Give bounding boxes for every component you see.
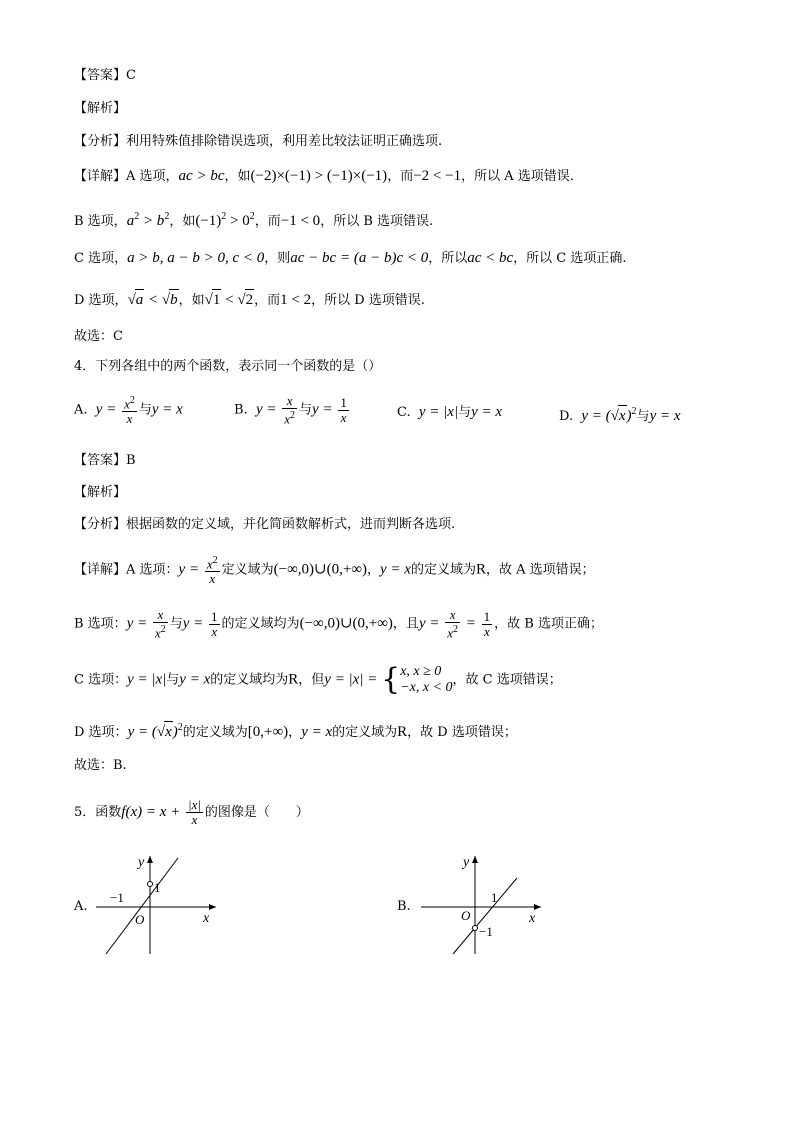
yu-text: 与 <box>299 402 313 418</box>
yu-text: 与 <box>458 405 472 420</box>
question-4-stem: 4．下列各组中的两个函数，表示同一个函数的是（） <box>74 359 382 374</box>
case-1: x, x ≥ 0 <box>400 664 442 679</box>
real-set: R <box>397 724 408 740</box>
option-prefix: B 选项： <box>74 616 127 632</box>
yu-text: 与 <box>169 616 183 632</box>
answer-line-1 <box>74 66 136 86</box>
detail-line-d <box>74 289 425 311</box>
inequality-math: −2 < −1 <box>413 168 462 184</box>
choice-line-2: 故选：B. <box>74 758 127 773</box>
analysis-label: 解析 <box>87 101 114 116</box>
conclusion-math: ac < bc <box>467 250 514 266</box>
option-prefix: D 选项： <box>74 725 128 740</box>
domain-math: (−∞,0)∪(0,+∞) <box>273 561 367 578</box>
detail-line-b <box>74 207 433 232</box>
text-fragment: 的定义域均为 <box>221 616 300 632</box>
text-fragment: 的定义域为 <box>332 725 398 740</box>
axis-y-label: y <box>463 855 470 870</box>
option-key: B. <box>234 402 248 418</box>
option-d[interactable]: D. $y = (√x)^2$与y = x <box>559 406 681 424</box>
condition-math: √a < √b <box>128 292 179 308</box>
root-label: −1 <box>110 890 124 905</box>
text-fragment: ，而 <box>387 169 414 184</box>
intercept-label: 1 <box>154 880 161 895</box>
text-fragment: ，如 <box>224 169 251 184</box>
domain-math: (−∞,0)∪(0,+∞) <box>299 615 393 632</box>
example-math: $(-1)^2 > 0^2$ <box>195 211 255 229</box>
detail2-line-d: D 选项：$y = (√x)^2$的定义域为[0,+∞)，y = x的定义域为R，故 D 选项错误； <box>74 722 517 740</box>
option-key: C. <box>397 405 411 420</box>
root-label: 1 <box>491 890 498 905</box>
question-4-options <box>74 394 724 434</box>
option-prefix: A 选项， <box>126 169 179 184</box>
option-prefix: C 选项： <box>74 672 128 688</box>
text-fragment: ，所以 D 选项错误. <box>311 293 425 308</box>
axis-x-label: x <box>203 911 210 926</box>
inequality-math: 1 < 2 <box>280 292 312 308</box>
case-2: −x, x < 0 <box>400 680 453 695</box>
text-fragment: ，且 <box>392 616 419 632</box>
text-fragment: ，所以 B 选项错误. <box>320 214 434 229</box>
answer-value: B <box>126 453 136 468</box>
option-prefix: D 选项， <box>74 293 128 308</box>
question-5-stem: 5．函数f(x) = x + $\frac{|x|}{x}$ 的图像是（ ） <box>74 797 309 827</box>
detail-label: 【详解】 <box>74 169 127 184</box>
answer-value: C <box>126 68 136 83</box>
domain-math: [0,+∞) <box>247 724 289 740</box>
answer-line-2 <box>74 451 136 471</box>
option-key: D. <box>559 409 574 424</box>
detail2-line-b: B 选项：y = $\frac{x}{x^2}$ 与y = $\frac{1}{x}$ 的定义域均为(−∞,0)∪(0,+∞)，且y = $\frac{x}{x^2}$ = $\frac{1}{x}$ ，故 B 选项正确； <box>74 607 603 641</box>
stem-text: 的图像是（ ） <box>204 805 309 820</box>
real-set: R <box>288 671 299 688</box>
inequality-math: −1 < 0 <box>280 213 321 229</box>
text-fragment: ，而 <box>254 293 281 308</box>
text-fragment: ，故 B 选项正确； <box>494 616 603 632</box>
origin-label: O <box>135 912 145 927</box>
origin-label: O <box>461 908 471 923</box>
graph-a[interactable] <box>88 850 228 960</box>
option-a[interactable]: A. y = $\frac{x^2}{x}$ 与y = x <box>74 395 183 427</box>
text-fragment: ，但 <box>298 672 325 688</box>
choice-line-1: 故选：C <box>74 329 123 344</box>
example-math: (−2)×(−1) > (−1)×(−1) <box>250 168 388 184</box>
text-fragment: ，则 <box>264 251 291 266</box>
option-key: A. <box>74 402 88 418</box>
answer-label: 【答案】 <box>74 68 127 83</box>
text-fragment: ，如 <box>169 214 196 229</box>
fenxi-text: 根据函数的定义域，并化简函数解析式，进而判断各选项. <box>126 517 456 532</box>
fenxi-label: 【分析】 <box>74 517 127 532</box>
intercept-label: −1 <box>479 924 493 939</box>
text-fragment: ，所以 <box>428 251 468 266</box>
detail-label: 【详解】 <box>74 562 127 578</box>
condition-math: $a^2 > b^2$ <box>126 211 170 229</box>
analysis-label: 解析 <box>87 485 114 500</box>
yu-text: 与 <box>138 402 152 418</box>
detail-line-c <box>74 248 627 269</box>
fenxi-label: 【分析】 <box>74 134 127 149</box>
fenxi-line-2 <box>74 515 455 535</box>
detail2-line-c: C 选项：y = |x|与y = x的定义域均为R，但y = |x| = { x, x ≥ 0 −x, x < 0 ，故 C 选项错误； <box>74 662 562 697</box>
axis-x-label: x <box>529 911 536 926</box>
text-fragment: 定义域为 <box>221 562 274 578</box>
yu-text: 与 <box>636 409 650 424</box>
text-fragment: ，如 <box>178 293 205 308</box>
condition-math: ac > bc <box>178 168 225 184</box>
fenxi-text: 利用特殊值排除错误选项，利用差比较法证明正确选项. <box>126 134 443 149</box>
stem-text: 5．函数 <box>74 805 122 820</box>
option-prefix: C 选项， <box>74 251 128 266</box>
yu-text: 与 <box>166 672 180 688</box>
condition-math: a > b, a − b > 0, c < 0 <box>127 250 265 266</box>
graph-b-key[interactable]: B. <box>397 899 411 914</box>
fenxi-line-1 <box>74 132 442 152</box>
analysis-heading-2: 【解析】 <box>74 485 127 500</box>
expression-math: ac − bc = (a − b)c < 0 <box>290 250 429 266</box>
analysis-heading-1: 【解析】 <box>74 101 127 116</box>
axis-y-label: y <box>138 855 145 870</box>
text-fragment: ，故 D 选项错误； <box>407 725 517 740</box>
text-fragment: 的定义域为 <box>182 725 248 740</box>
real-set: R <box>475 561 486 578</box>
detail2-line-a: 【详解】A 选项：y = $\frac{x^2}{x}$ 定义域为(−∞,0)∪(0,+∞)，y = x的定义域为R，故 A 选项错误； <box>74 555 595 587</box>
option-b[interactable]: B. y = $\frac{x}{x^2}$ 与y = $\frac{1}{x}$ <box>234 393 347 427</box>
option-prefix: B 选项， <box>74 214 127 229</box>
detail-line-a <box>74 166 574 187</box>
option-prefix: A 选项： <box>126 562 179 578</box>
text-fragment: 的定义域为 <box>410 562 476 578</box>
text-fragment: ，而 <box>254 214 281 229</box>
text-fragment: ，故 A 选项错误； <box>485 562 595 578</box>
graph-a-key[interactable]: A. <box>74 899 88 914</box>
text-fragment: ，所以 A 选项错误. <box>461 169 574 184</box>
option-c[interactable]: C. y = |x|与y = x <box>397 404 503 420</box>
example-math: √1 < √2 <box>205 292 254 308</box>
text-fragment: ，所以 C 选项正确. <box>513 251 627 266</box>
text-fragment: 的定义域均为 <box>210 672 289 688</box>
graph-b[interactable] <box>415 850 555 960</box>
text-fragment: ，故 C 选项错误； <box>452 672 562 688</box>
answer-label: 【答案】 <box>74 453 127 468</box>
